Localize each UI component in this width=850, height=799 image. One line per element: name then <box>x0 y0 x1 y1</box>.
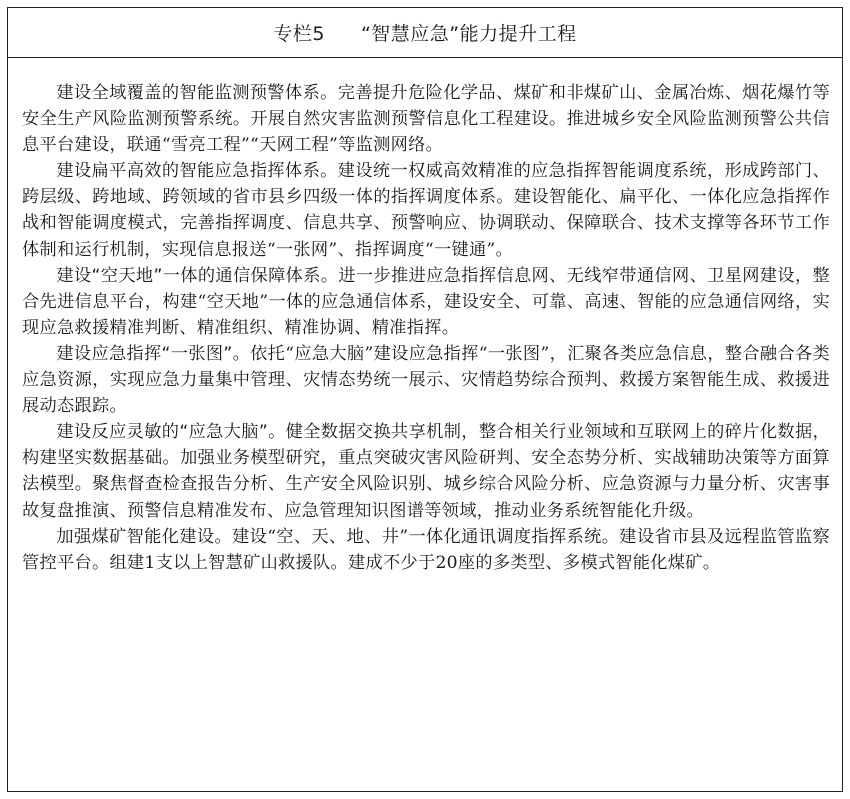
paragraph-lead: 建设应急指挥“一张图”。 <box>56 343 251 364</box>
paragraph-coal-mine <box>22 524 830 576</box>
paragraph-brain <box>22 419 830 523</box>
column-label: 专栏5 <box>273 23 325 45</box>
paragraph-command <box>22 158 830 262</box>
paragraph-lead: 建设反应灵敏的“应急大脑”。 <box>56 422 286 443</box>
paragraph-text: 依托“应急大脑”建设应急指挥“一张图”，汇聚各类应急信息，整合融合各类应急资源，实现应急力量集中管理、灾情态势统一展示、灾情趋势综合预判、救援方案智能生成、救援进展动态跟踪。 <box>22 343 830 417</box>
paragraph-lead: 建设“空天地”一体的通信保障体系。 <box>56 265 339 286</box>
paragraph-text: 建设“空、天、地、井”一体化通讯调度指挥系统。建设省市县及远程监管监察管控平台。组建1支以上智慧矿山救援队。建成不少于20座的多类型、多模式智能化煤矿。 <box>22 526 830 573</box>
paragraph-communication <box>22 263 830 341</box>
paragraph-text: 完善提升危险化学品、煤矿和非煤矿山、金属冶炼、烟花爆竹等安全生产风险监测预警系统。开展自然灾害监测预警信息化工程建设。推进城乡安全风险监测预警公共信息平台建设，联通“雪亮工程”“天网工程”等监测网络。 <box>22 83 830 156</box>
paragraph-lead: 加强煤矿智能化建设。 <box>56 526 233 547</box>
paragraph-text: 建设统一权威高效精准的应急指挥智能调度系统，形成跨部门、跨层级、跨地域、跨领域的省市县乡四级一体的指挥调度体系。建设智能化、扁平化、一体化应急指挥作战和智能调度模式，完善指挥调度、信息共享、预警响应、协调联动、保障联合、技术支撑等各环节工作体制和运行机制，实现信息报送“一张网”、指挥调度“一键通”。 <box>22 161 830 260</box>
paragraph-lead: 建设全域覆盖的智能监测预警体系。 <box>56 83 338 103</box>
paragraph-monitoring <box>22 80 830 158</box>
paragraph-one-map <box>22 341 830 419</box>
column-box <box>7 7 843 792</box>
column-header <box>8 8 842 58</box>
paragraph-text: 健全数据交换共享机制，整合相关行业领域和互联网上的碎片化数据，构建坚实数据基础。加强业务模型研究，重点突破灾害风险研判、安全态势分析、实战辅助决策等方面算法模型。聚焦督查检查报告分析、生产安全风险识别、城乡综合风险分析、应急资源与力量分析、灾害事故复盘推演、预警信息精准发布、应急管理知识图谱等领域，推动业务系统智能化升级。 <box>22 422 830 521</box>
column-body <box>8 58 842 576</box>
column-title: “智慧应急”能力提升工程 <box>360 23 577 45</box>
paragraph-lead: 建设扁平高效的智能应急指挥体系。 <box>56 161 338 182</box>
paragraph-text: 进一步推进应急指挥信息网、无线窄带通信网、卫星网建设，整合先进信息平台，构建“空天地”一体的应急通信体系，建设安全、可靠、高速、智能的应急通信网络，实现应急救援精准判断、精准组织、精准协调、精准指挥。 <box>22 265 830 338</box>
